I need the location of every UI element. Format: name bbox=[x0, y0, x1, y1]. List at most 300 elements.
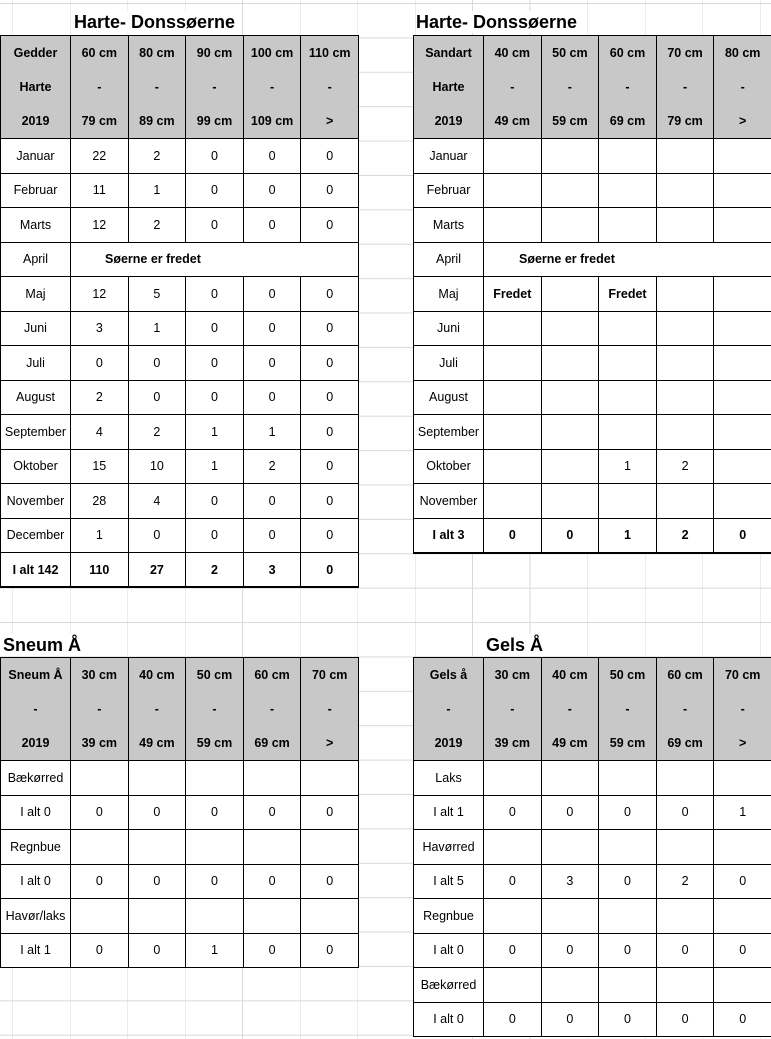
table-row bbox=[414, 208, 771, 243]
value-cell: 15 bbox=[71, 449, 129, 484]
row-label-cell: September bbox=[1, 415, 71, 450]
value-cell: 0 bbox=[714, 933, 771, 968]
header-size-cell: 70 cm bbox=[656, 36, 714, 70]
table-row bbox=[414, 380, 771, 415]
header-size-cell: 39 cm bbox=[71, 726, 129, 761]
header-size-cell: - bbox=[301, 692, 359, 726]
table-gels-aa bbox=[413, 657, 771, 1037]
value-cell bbox=[186, 830, 244, 865]
value-cell: 11 bbox=[71, 173, 129, 208]
table-row bbox=[414, 173, 771, 208]
table-row bbox=[1, 415, 359, 450]
table-row bbox=[414, 277, 771, 312]
header-label-cell: Harte bbox=[1, 70, 71, 104]
value-cell: 0 bbox=[243, 173, 301, 208]
value-cell: 0 bbox=[243, 518, 301, 553]
value-cell: 4 bbox=[128, 484, 186, 519]
value-cell: 3 bbox=[71, 311, 129, 346]
table-row bbox=[1, 518, 359, 553]
header-size-cell: - bbox=[714, 692, 771, 726]
value-cell: 0 bbox=[301, 553, 359, 588]
header-size-cell: > bbox=[714, 726, 771, 761]
value-cell bbox=[599, 311, 657, 346]
header-size-cell: 69 cm bbox=[243, 726, 301, 761]
value-cell bbox=[484, 449, 542, 484]
row-label-cell: I alt 0 bbox=[414, 1002, 484, 1037]
table-row bbox=[414, 933, 771, 968]
value-cell: 10 bbox=[128, 449, 186, 484]
value-cell bbox=[656, 346, 714, 381]
value-cell: 0 bbox=[301, 208, 359, 243]
header-size-cell: 49 cm bbox=[128, 726, 186, 761]
table-row bbox=[414, 1002, 771, 1037]
value-cell: 0 bbox=[714, 518, 771, 553]
header-size-cell: - bbox=[128, 692, 186, 726]
value-cell: 0 bbox=[243, 380, 301, 415]
value-cell: 0 bbox=[243, 311, 301, 346]
value-cell bbox=[714, 346, 771, 381]
header-size-cell: 59 cm bbox=[599, 726, 657, 761]
row-label-cell: I alt 0 bbox=[1, 864, 71, 899]
row-label-cell: April bbox=[414, 242, 484, 277]
header-size-cell: - bbox=[186, 692, 244, 726]
row-label-cell: Juli bbox=[414, 346, 484, 381]
row-label-cell: November bbox=[1, 484, 71, 519]
value-cell: 0 bbox=[599, 1002, 657, 1037]
value-cell bbox=[599, 139, 657, 174]
value-cell bbox=[599, 968, 657, 1003]
closed-note: Fredet bbox=[599, 277, 657, 312]
value-cell: 0 bbox=[128, 518, 186, 553]
header-label-cell: - bbox=[1, 692, 71, 726]
table-gedder-harte bbox=[0, 35, 359, 588]
row-label-cell: I alt 3 bbox=[414, 518, 484, 553]
value-cell bbox=[541, 380, 599, 415]
row-label-cell: I alt 5 bbox=[414, 864, 484, 899]
value-cell: 0 bbox=[301, 415, 359, 450]
value-cell: 0 bbox=[186, 277, 244, 312]
value-cell: 1 bbox=[128, 173, 186, 208]
value-cell bbox=[541, 173, 599, 208]
header-size-cell: 50 cm bbox=[541, 36, 599, 70]
value-cell bbox=[714, 311, 771, 346]
value-cell: 0 bbox=[186, 380, 244, 415]
value-cell: 0 bbox=[128, 380, 186, 415]
value-cell: 0 bbox=[243, 139, 301, 174]
header-size-cell: 60 cm bbox=[656, 658, 714, 692]
value-cell: 0 bbox=[243, 484, 301, 519]
title-gels-aa: Gels Å bbox=[486, 635, 544, 655]
table-row bbox=[414, 761, 771, 796]
value-cell: 0 bbox=[301, 380, 359, 415]
value-cell: 0 bbox=[541, 795, 599, 830]
value-cell bbox=[656, 830, 714, 865]
value-cell bbox=[714, 830, 771, 865]
row-label-cell: September bbox=[414, 415, 484, 450]
table-row bbox=[1, 933, 359, 968]
table-row bbox=[1, 864, 359, 899]
value-cell: 1 bbox=[599, 518, 657, 553]
value-cell: 2 bbox=[656, 449, 714, 484]
value-cell: 0 bbox=[301, 346, 359, 381]
header-size-cell: - bbox=[128, 70, 186, 104]
value-cell: 0 bbox=[301, 139, 359, 174]
row-label-cell: April bbox=[1, 242, 71, 277]
table-row bbox=[1, 277, 359, 312]
value-cell bbox=[301, 830, 359, 865]
title-sandart-harte: Harte- Donssøerne bbox=[416, 12, 578, 32]
header-size-cell: - bbox=[541, 692, 599, 726]
table-row bbox=[414, 864, 771, 899]
closed-note: Fredet bbox=[484, 277, 542, 312]
value-cell bbox=[656, 761, 714, 796]
value-cell bbox=[484, 968, 542, 1003]
value-cell: 0 bbox=[128, 864, 186, 899]
value-cell: 0 bbox=[186, 795, 244, 830]
table-row bbox=[414, 242, 771, 277]
value-cell: 0 bbox=[186, 864, 244, 899]
header-size-cell: 50 cm bbox=[186, 658, 244, 692]
value-cell: 2 bbox=[71, 380, 129, 415]
header-label-cell: Harte bbox=[414, 70, 484, 104]
header-size-cell: 89 cm bbox=[128, 104, 186, 139]
value-cell: 0 bbox=[243, 933, 301, 968]
table-row bbox=[1, 139, 359, 174]
value-cell: 0 bbox=[484, 518, 542, 553]
value-cell: 0 bbox=[301, 311, 359, 346]
header-size-cell: 30 cm bbox=[71, 658, 129, 692]
header-size-cell: 69 cm bbox=[599, 104, 657, 139]
value-cell: 2 bbox=[186, 553, 244, 588]
header-size-cell: - bbox=[656, 692, 714, 726]
value-cell: 0 bbox=[301, 795, 359, 830]
value-cell bbox=[714, 208, 771, 243]
value-cell: 1 bbox=[243, 415, 301, 450]
table-row bbox=[1, 242, 359, 277]
table-row bbox=[1, 380, 359, 415]
header-size-cell: 70 cm bbox=[714, 658, 771, 692]
value-cell: 0 bbox=[128, 795, 186, 830]
value-cell bbox=[71, 899, 129, 934]
row-label-cell: December bbox=[1, 518, 71, 553]
value-cell: 0 bbox=[128, 346, 186, 381]
header-size-cell: > bbox=[301, 726, 359, 761]
value-cell bbox=[656, 311, 714, 346]
header-size-cell: 79 cm bbox=[71, 104, 129, 139]
value-cell bbox=[484, 484, 542, 519]
value-cell: 0 bbox=[301, 518, 359, 553]
value-cell bbox=[599, 761, 657, 796]
closed-season-note: Søerne er fredet bbox=[484, 242, 771, 277]
value-cell: 110 bbox=[71, 553, 129, 588]
value-cell bbox=[484, 311, 542, 346]
value-cell: 0 bbox=[71, 346, 129, 381]
row-label-cell: Bækørred bbox=[414, 968, 484, 1003]
value-cell bbox=[656, 277, 714, 312]
value-cell bbox=[656, 484, 714, 519]
value-cell: 0 bbox=[128, 933, 186, 968]
closed-season-note: Søerne er fredet bbox=[71, 242, 359, 277]
value-cell: 0 bbox=[243, 208, 301, 243]
value-cell: 0 bbox=[71, 864, 129, 899]
header-size-cell: 59 cm bbox=[541, 104, 599, 139]
value-cell: 0 bbox=[186, 484, 244, 519]
table-sneum-aa bbox=[0, 657, 359, 968]
table-row bbox=[414, 795, 771, 830]
value-cell: 0 bbox=[484, 795, 542, 830]
value-cell bbox=[656, 415, 714, 450]
value-cell: 0 bbox=[301, 449, 359, 484]
value-cell bbox=[714, 899, 771, 934]
header-label-cell: Sandart bbox=[414, 36, 484, 70]
table-row bbox=[414, 484, 771, 519]
table-row bbox=[414, 415, 771, 450]
header-size-cell: - bbox=[599, 692, 657, 726]
value-cell bbox=[541, 761, 599, 796]
value-cell bbox=[301, 761, 359, 796]
header-size-cell: 60 cm bbox=[71, 36, 129, 70]
value-cell: 0 bbox=[301, 173, 359, 208]
value-cell bbox=[71, 761, 129, 796]
value-cell: 0 bbox=[714, 1002, 771, 1037]
value-cell bbox=[301, 899, 359, 934]
header-size-cell: 60 cm bbox=[599, 36, 657, 70]
value-cell: 12 bbox=[71, 208, 129, 243]
value-cell bbox=[71, 830, 129, 865]
value-cell bbox=[484, 830, 542, 865]
table-row bbox=[1, 311, 359, 346]
header-size-cell: 49 cm bbox=[484, 104, 542, 139]
value-cell bbox=[714, 173, 771, 208]
value-cell: 0 bbox=[484, 933, 542, 968]
value-cell bbox=[599, 484, 657, 519]
value-cell bbox=[541, 311, 599, 346]
value-cell: 0 bbox=[541, 1002, 599, 1037]
value-cell bbox=[599, 173, 657, 208]
value-cell bbox=[541, 968, 599, 1003]
value-cell: 0 bbox=[186, 173, 244, 208]
table-row bbox=[414, 830, 771, 865]
value-cell: 1 bbox=[599, 449, 657, 484]
table-row bbox=[414, 968, 771, 1003]
header-size-cell: 40 cm bbox=[128, 658, 186, 692]
value-cell: 5 bbox=[128, 277, 186, 312]
value-cell: 0 bbox=[301, 933, 359, 968]
value-cell: 2 bbox=[656, 518, 714, 553]
value-cell bbox=[541, 899, 599, 934]
header-size-cell: 69 cm bbox=[656, 726, 714, 761]
header-size-cell: > bbox=[714, 104, 771, 139]
row-label-cell: Havørred bbox=[414, 830, 484, 865]
value-cell bbox=[243, 830, 301, 865]
value-cell: 0 bbox=[541, 518, 599, 553]
value-cell bbox=[541, 415, 599, 450]
row-label-cell: Laks bbox=[414, 761, 484, 796]
header-size-cell: - bbox=[484, 70, 542, 104]
value-cell: 2 bbox=[128, 415, 186, 450]
table-row bbox=[1, 795, 359, 830]
table-row bbox=[414, 311, 771, 346]
row-label-cell: Maj bbox=[1, 277, 71, 312]
table-row bbox=[1, 553, 359, 588]
row-label-cell: I alt 142 bbox=[1, 553, 71, 588]
value-cell: 0 bbox=[541, 933, 599, 968]
row-label-cell: Juni bbox=[1, 311, 71, 346]
value-cell: 0 bbox=[656, 933, 714, 968]
row-label-cell: Havør/laks bbox=[1, 899, 71, 934]
row-label-cell: I alt 0 bbox=[414, 933, 484, 968]
value-cell bbox=[128, 899, 186, 934]
value-cell: 0 bbox=[71, 933, 129, 968]
value-cell bbox=[599, 899, 657, 934]
value-cell bbox=[128, 761, 186, 796]
value-cell bbox=[541, 277, 599, 312]
value-cell: 0 bbox=[599, 864, 657, 899]
value-cell bbox=[599, 415, 657, 450]
header-label-cell: Gedder bbox=[1, 36, 71, 70]
value-cell bbox=[541, 139, 599, 174]
table-row bbox=[1, 346, 359, 381]
value-cell bbox=[656, 208, 714, 243]
header-size-cell: - bbox=[186, 70, 244, 104]
value-cell bbox=[714, 968, 771, 1003]
value-cell: 2 bbox=[656, 864, 714, 899]
value-cell bbox=[484, 139, 542, 174]
row-label-cell: Marts bbox=[1, 208, 71, 243]
table-row bbox=[414, 518, 771, 553]
header-label-cell: 2019 bbox=[414, 726, 484, 761]
value-cell bbox=[714, 484, 771, 519]
value-cell bbox=[541, 346, 599, 381]
value-cell bbox=[714, 380, 771, 415]
row-label-cell: Regnbue bbox=[414, 899, 484, 934]
table-row bbox=[414, 346, 771, 381]
value-cell bbox=[599, 208, 657, 243]
value-cell bbox=[599, 380, 657, 415]
row-label-cell: Bækørred bbox=[1, 761, 71, 796]
header-size-cell: 70 cm bbox=[301, 658, 359, 692]
header-size-cell: 50 cm bbox=[599, 658, 657, 692]
value-cell: 28 bbox=[71, 484, 129, 519]
header-size-cell: 40 cm bbox=[484, 36, 542, 70]
header-size-cell: > bbox=[301, 104, 359, 139]
value-cell bbox=[656, 173, 714, 208]
row-label-cell: Regnbue bbox=[1, 830, 71, 865]
header-label-cell: 2019 bbox=[1, 104, 71, 139]
value-cell: 0 bbox=[186, 518, 244, 553]
value-cell: 0 bbox=[186, 208, 244, 243]
value-cell bbox=[484, 899, 542, 934]
header-size-cell: 109 cm bbox=[243, 104, 301, 139]
value-cell: 1 bbox=[128, 311, 186, 346]
value-cell bbox=[599, 346, 657, 381]
value-cell bbox=[541, 208, 599, 243]
value-cell: 1 bbox=[186, 449, 244, 484]
value-cell: 0 bbox=[243, 795, 301, 830]
value-cell: 1 bbox=[186, 933, 244, 968]
header-size-cell: 60 cm bbox=[243, 658, 301, 692]
header-label-cell: Gels å bbox=[414, 658, 484, 692]
row-label-cell: Februar bbox=[1, 173, 71, 208]
title-gedder-harte: Harte- Donssøerne bbox=[74, 12, 236, 32]
row-label-cell: Oktober bbox=[414, 449, 484, 484]
value-cell: 0 bbox=[599, 795, 657, 830]
row-label-cell: Januar bbox=[414, 139, 484, 174]
value-cell: 0 bbox=[484, 1002, 542, 1037]
table-row bbox=[1, 173, 359, 208]
value-cell bbox=[714, 761, 771, 796]
value-cell: 0 bbox=[656, 1002, 714, 1037]
value-cell bbox=[484, 761, 542, 796]
header-size-cell: 40 cm bbox=[541, 658, 599, 692]
header-size-cell: - bbox=[71, 692, 129, 726]
row-label-cell: I alt 0 bbox=[1, 795, 71, 830]
value-cell: 22 bbox=[71, 139, 129, 174]
table-row bbox=[1, 208, 359, 243]
value-cell bbox=[656, 380, 714, 415]
value-cell bbox=[243, 761, 301, 796]
value-cell: 4 bbox=[71, 415, 129, 450]
value-cell: 2 bbox=[128, 139, 186, 174]
table-sandart-harte bbox=[413, 35, 771, 554]
table-row bbox=[1, 449, 359, 484]
value-cell bbox=[243, 899, 301, 934]
header-label-cell: 2019 bbox=[414, 104, 484, 139]
header-size-cell: 99 cm bbox=[186, 104, 244, 139]
header-size-cell: 39 cm bbox=[484, 726, 542, 761]
value-cell: 0 bbox=[243, 346, 301, 381]
value-cell: 0 bbox=[186, 346, 244, 381]
value-cell: 0 bbox=[186, 139, 244, 174]
row-label-cell: Februar bbox=[414, 173, 484, 208]
value-cell bbox=[714, 277, 771, 312]
row-label-cell: August bbox=[414, 380, 484, 415]
row-label-cell: August bbox=[1, 380, 71, 415]
value-cell: 0 bbox=[484, 864, 542, 899]
value-cell: 2 bbox=[128, 208, 186, 243]
row-label-cell: Januar bbox=[1, 139, 71, 174]
value-cell bbox=[484, 415, 542, 450]
header-size-cell: 110 cm bbox=[301, 36, 359, 70]
value-cell: 0 bbox=[186, 311, 244, 346]
header-size-cell: - bbox=[714, 70, 771, 104]
table-row bbox=[414, 449, 771, 484]
value-cell: 0 bbox=[714, 864, 771, 899]
header-size-cell: 79 cm bbox=[656, 104, 714, 139]
header-label-cell: Sneum Å bbox=[1, 658, 71, 692]
table-row bbox=[1, 484, 359, 519]
value-cell: 27 bbox=[128, 553, 186, 588]
value-cell: 3 bbox=[541, 864, 599, 899]
value-cell: 1 bbox=[71, 518, 129, 553]
value-cell: 1 bbox=[186, 415, 244, 450]
title-sneum-aa: Sneum Å bbox=[3, 635, 82, 655]
header-size-cell: - bbox=[243, 692, 301, 726]
value-cell: 0 bbox=[71, 795, 129, 830]
row-label-cell: Juli bbox=[1, 346, 71, 381]
row-label-cell: I alt 1 bbox=[1, 933, 71, 968]
table-row bbox=[414, 139, 771, 174]
row-label-cell: November bbox=[414, 484, 484, 519]
row-label-cell: I alt 1 bbox=[414, 795, 484, 830]
table-row bbox=[414, 899, 771, 934]
value-cell bbox=[186, 761, 244, 796]
header-size-cell: - bbox=[541, 70, 599, 104]
table-row bbox=[1, 761, 359, 796]
table-row bbox=[1, 830, 359, 865]
value-cell bbox=[541, 484, 599, 519]
value-cell: 3 bbox=[243, 553, 301, 588]
